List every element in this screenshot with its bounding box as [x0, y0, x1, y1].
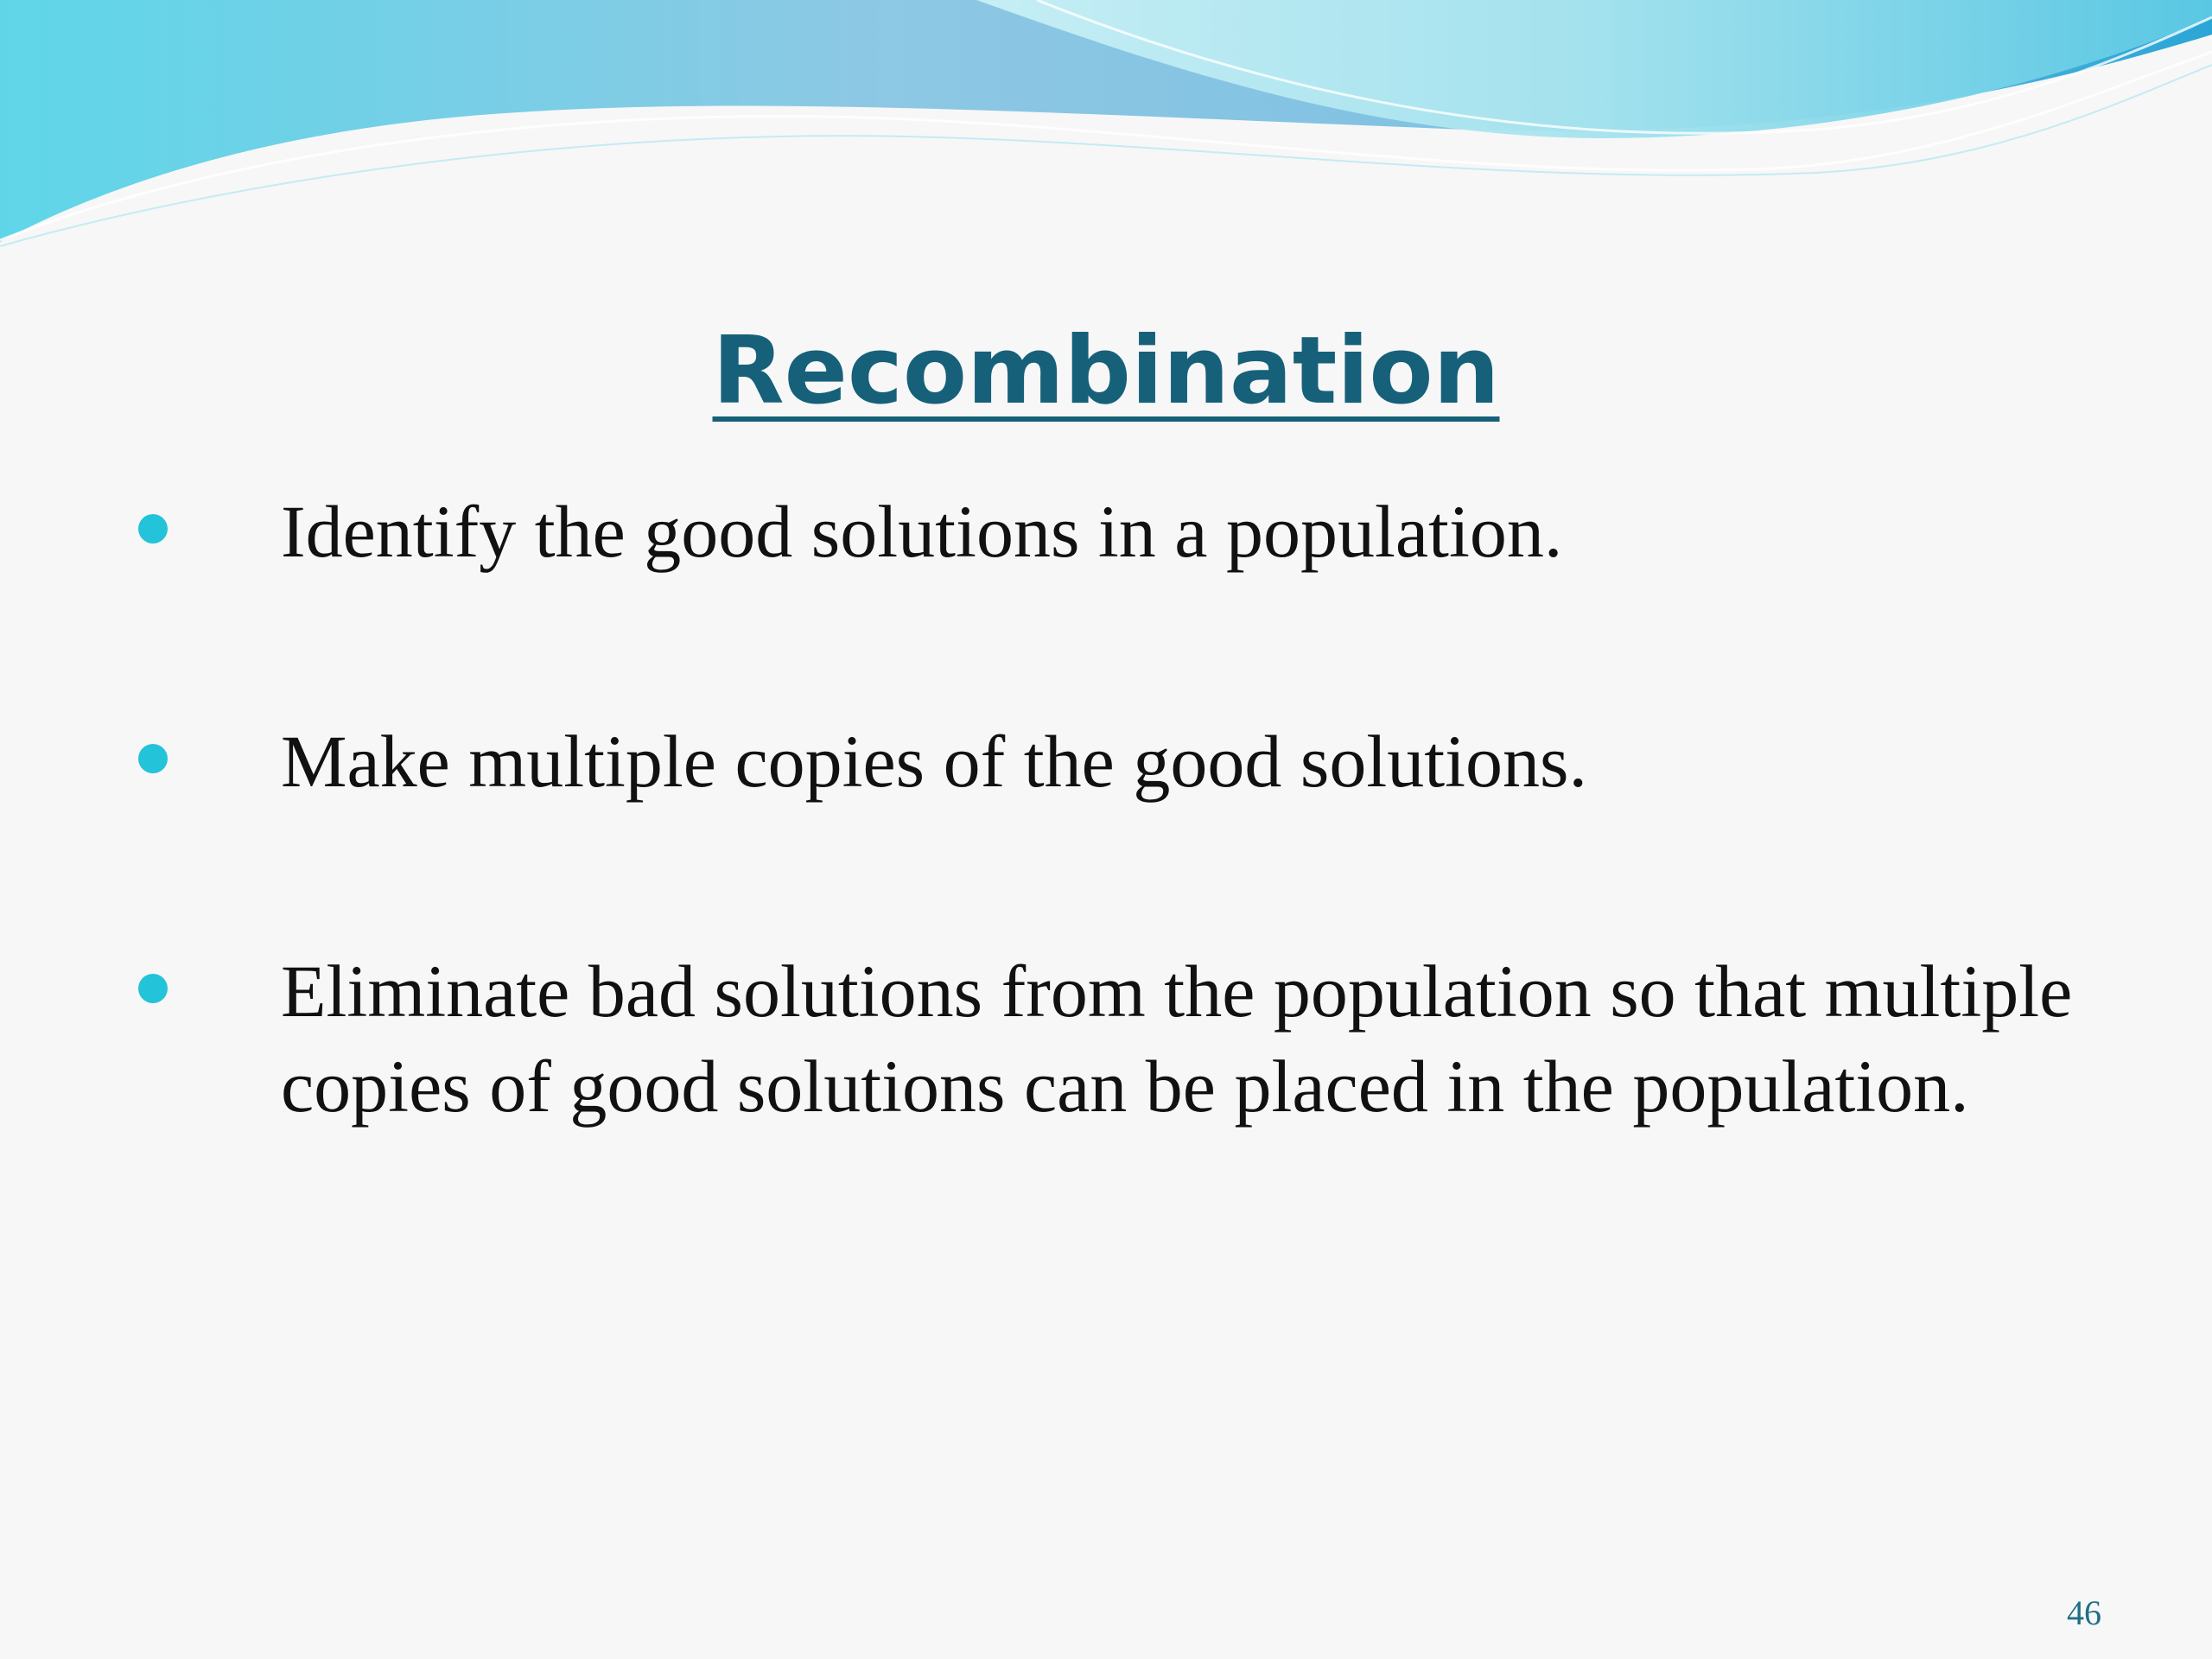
bullet-dot-icon [138, 974, 168, 1003]
header-wave-decoration [0, 0, 2212, 259]
bullet-dot-icon [138, 514, 168, 543]
slide-title: Recombination [712, 317, 1500, 425]
bullet-text: Make multiple copies of the good solutions. [281, 720, 1587, 803]
bullet-text: Identify the good solutions in a population. [281, 490, 1563, 573]
page-number: 46 [2067, 1593, 2101, 1632]
bullet-dot-icon [138, 744, 168, 773]
bullet-text: Eliminate bad solutions from the population so that multiple copies of good solutions can be placed in the population. [281, 950, 2073, 1128]
